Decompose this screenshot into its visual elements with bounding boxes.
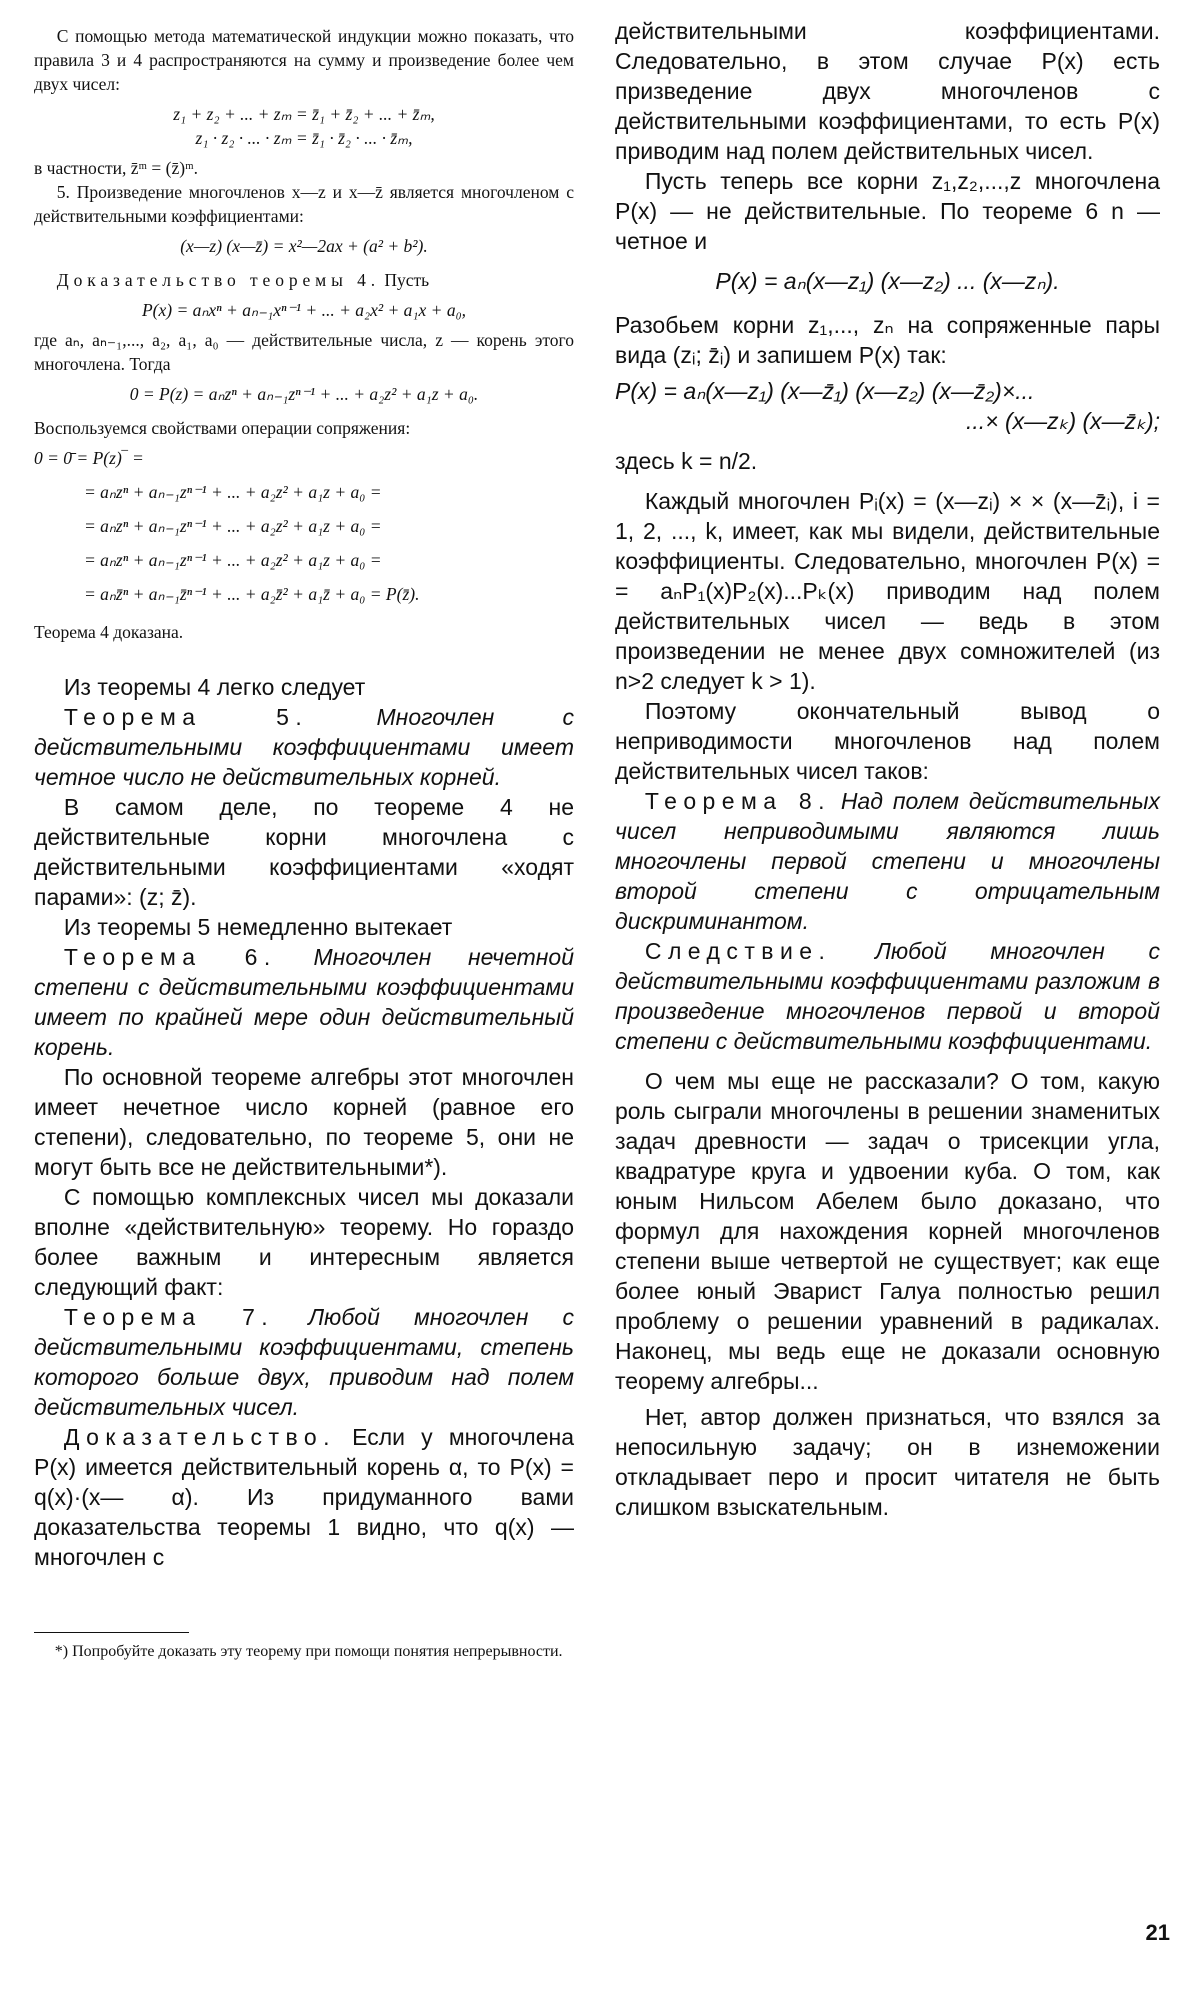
paragraph-complex-numbers: С помощью комплексных чисел мы доказали вполне «действительную» теорему. Но гораздо более важным и интересным является следующий факт: — [34, 1184, 574, 1300]
paragraph-pairs: В самом деле, по теореме 4 не действительные корни многочлена с действительными коэффициентами «ходят парами»: (z; z̄). — [34, 794, 574, 910]
footnote: *) Попробуйте доказать эту теорему при помощи понятия непрерывности. — [54, 1643, 563, 1660]
paragraph-induction: С помощью метода математической индукции можно показать, что правила 3 и 4 распространяются на сумму и произведение более чем двух чисел: — [34, 26, 574, 94]
formula-pairs-line-1: P(x) = aₙ(x—z₁) (x—z̄₁) (x—z₂) (x—z̄₂)×... — [615, 378, 1035, 404]
formula-polynomial: P(x) = aₙxⁿ + aₙ₋₁xⁿ⁻¹ + ... + a₂x² + a₁x + a₀, — [141, 300, 467, 320]
page-number: 21 — [1145, 1920, 1170, 1945]
theorem-5-statement: Многочлен с действительными коэффициентами имеет четное число не действительных корней. — [34, 704, 575, 790]
paragraph-each-polynomial: Каждый многочлен Pᵢ(x) = (x—zᵢ) × × (x—z̄ᵢ), i = 1, 2, ..., k, имеет, как мы видели, действительные коэффициенты. Следовательно, многочлен P(x) = = aₙP₁(x)P₂(x)...Pₖ(x) приводим над полем действительных чисел — ведь в этом произведении не менее двух сомножителей (из n>2 следует k > 1). — [615, 488, 1160, 694]
theorem-8-statement: Над полем действительных чисел неприводимыми являются лишь многочлены первой степени и многочлены второй степени с отрицательным дискриминантом. — [615, 788, 1161, 934]
formula-chain-3: = aₙzⁿ + aₙ₋₁zⁿ⁻¹ + ... + a₂z² + a₁z + a₀ = — [84, 516, 382, 536]
theorem-5-heading: Теорема 5. — [63, 704, 309, 730]
left-column — [34, 24, 574, 1663]
formula-root: 0 = P(z) = aₙzⁿ + aₙ₋₁zⁿ⁻¹ + ... + a₂z² + a₁z + a₀. — [129, 384, 479, 404]
paragraph-coefficients: где aₙ, aₙ₋₁,..., a₂, a₁, a₀ — действительные числа, z — корень этого многочлена. Тогда — [34, 330, 574, 374]
formula-chain-1: 0 = 0̄ = P(z)‾ = — [34, 448, 144, 468]
paragraph-not-told: О чем мы еще не рассказали? О том, какую роль сыграли многочлены в решении знаменитых задач древности — задач о трисекции угла, квадратуре круга и удвоении куба. О том, как юным Нильсом Абелем было доказано, что формул для нахождения корней многочленов степени выше четвертой не существует; как еще более юный Эварист Галуа полностью решил проблему о решении уравнений в радикалах. Наконец, мы ведь еще не доказали основную теорему алгебры... — [615, 1068, 1160, 1394]
proof-7-text: Если у многочлена P(x) имеется действительный корень α, то P(x) = q(x)·(x— α). Из придуманного вами доказательства теоремы 1 видно, что q(x) — многочлен с — [34, 1424, 575, 1570]
corollary-heading: Следствие. — [644, 938, 832, 964]
paragraph-theorem-8 — [615, 786, 1160, 936]
small-print-block — [34, 24, 574, 644]
paragraph-rule-5: 5. Произведение многочленов x—z и x—z̄ является многочленом с действительными коэффициентами: — [34, 182, 574, 226]
paragraph-conjugation: Воспользуемся свойствами операции сопряжения: — [34, 418, 411, 438]
paragraph-conclusion: Поэтому окончательный вывод о неприводимости многочленов над полем действительных чисел таков: — [615, 698, 1160, 784]
paragraph-author-confession: Нет, автор должен признаться, что взялся за непосильную задачу; он в изнеможении откладывает перо и просит читателя не быть слишком взыскательным. — [615, 1404, 1160, 1520]
theorem-7-statement: Любой многочлен с действительными коэффициентами, степень которого больше двух, приводим над полем действительных чисел. — [34, 1304, 575, 1420]
theorem-6-heading: Теорема 6. — [63, 944, 277, 970]
proof-heading: Доказательство теоремы 4. — [56, 270, 380, 290]
formula-factorization: P(x) = aₙ(x—z₁) (x—z₂) ... (x—zₙ). — [715, 268, 1060, 294]
paragraph-split-roots: Разобьем корни z₁,..., zₙ на сопряженные пары вида (zᵢ; z̄ᵢ) и запишем P(x) так: — [615, 312, 1160, 368]
paragraph-proof-theorem-7 — [34, 1422, 574, 1572]
paragraph-theorem-5 — [34, 702, 574, 792]
paragraph-in-particular: в частности, z̄ᵐ = (z̄)ᵐ. — [34, 158, 198, 178]
formula-quadratic: (x—z) (x—z̄) = x²—2ax + (a² + b²). — [180, 236, 428, 256]
theorem-7-heading: Теорема 7. — [63, 1304, 275, 1330]
main-text-block — [34, 672, 574, 1572]
formula-pairs-line-2: ...× (x—zₖ) (x—z̄ₖ); — [966, 408, 1160, 434]
formula-chain-2: = aₙzⁿ + aₙ₋₁zⁿ⁻¹ + ... + a₂z² + a₁z + a₀ = — [84, 482, 382, 502]
paragraph-continuation: действительными коэффициентами. Следовательно, в этом случае P(x) есть призведение двух многочленов с действительными коэффициентами, то есть P(x) приводим над полем действительных чисел. — [615, 18, 1160, 164]
paragraph-corollary-lead: Из теоремы 4 легко следует — [63, 674, 366, 700]
paragraph-follows: Из теоремы 5 немедленно вытекает — [63, 914, 453, 940]
right-column — [615, 16, 1160, 1522]
paragraph-theorem-6 — [34, 942, 574, 1062]
corollary-statement: Любой многочлен с действительными коэффициентами разложим в произведение многочленов первой и второй степени с действительными коэффициентами. — [615, 938, 1161, 1054]
paragraph-fundamental-theorem: По основной теореме алгебры этот многочлен имеет нечетное число корней (равное его степени), следовательно, по теореме 5, они не могут быть все не действительными*). — [34, 1064, 574, 1180]
paragraph-all-roots: Пусть теперь все корни z₁,z₂,...,z многочлена P(x) — не действительные. По теореме 6 n — четное и — [615, 168, 1160, 254]
paragraph-theorem-7 — [34, 1302, 574, 1422]
proof-lead: Пусть — [384, 270, 430, 290]
formula-sum-conjugate: z₁ + z₂ + ... + zₘ = z̄₁ + z̄₂ + ... + z̄ₘ, — [173, 104, 435, 124]
formula-chain-4: = aₙzⁿ + aₙ₋₁zⁿ⁻¹ + ... + a₂z² + a₁z + a₀ = — [84, 550, 382, 570]
proof-7-heading: Доказательство. — [63, 1424, 336, 1450]
footnote-rule — [34, 1632, 189, 1633]
formula-chain-5: = aₙz̄ⁿ + aₙ₋₁z̄ⁿ⁻¹ + ... + a₂z̄² + a₁z̄ + a₀ = P(z̄). — [84, 584, 420, 604]
paragraph-theorem-4-proved: Теорема 4 доказана. — [34, 622, 184, 642]
paragraph-k-equals: здесь k = n/2. — [615, 448, 758, 474]
theorem-8-heading: Теорема 8. — [644, 788, 831, 814]
theorem-6-statement: Многочлен нечетной степени с действительными коэффициентами имеет по крайней мере один действительный корень. — [34, 944, 575, 1060]
paragraph-proof-theorem-4 — [34, 268, 574, 292]
formula-product-conjugate: z₁ · z₂ · ... · zₘ = z̄₁ · z̄₂ · ... · z̄ₘ, — [195, 128, 413, 148]
paragraph-corollary — [615, 936, 1160, 1056]
